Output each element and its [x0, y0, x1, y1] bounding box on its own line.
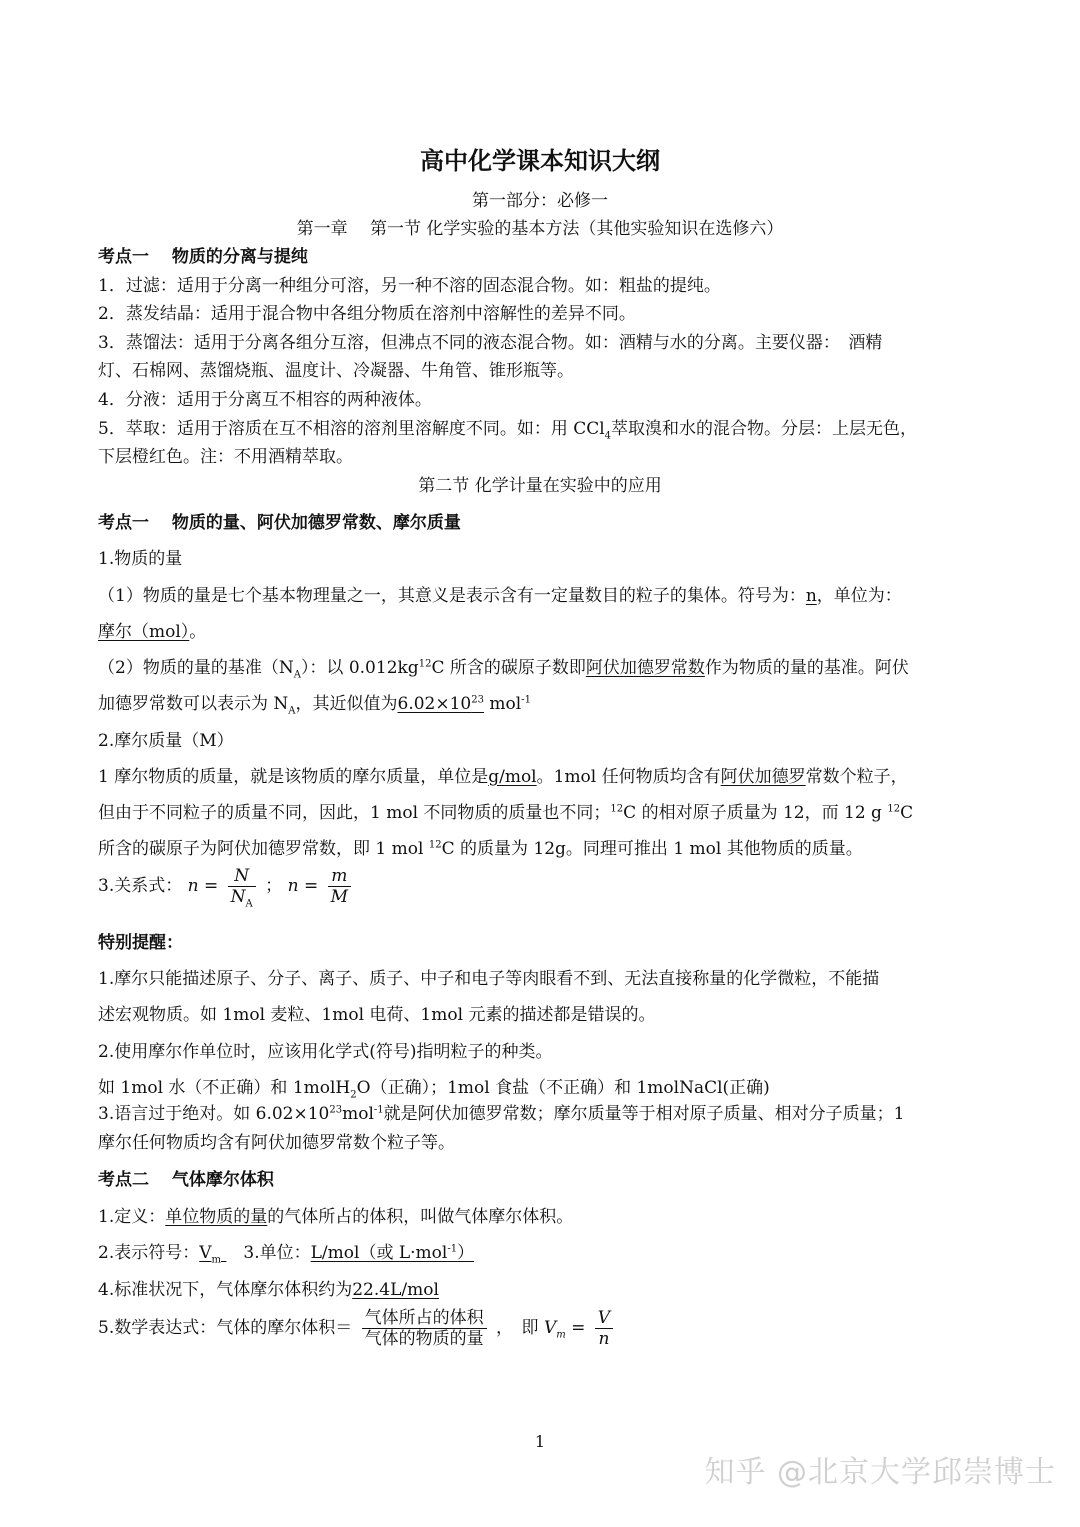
text-run: 作为物质的量的基准。阿伏	[704, 658, 909, 678]
paragraph-line	[98, 621, 984, 643]
fraction	[228, 866, 256, 910]
section-heading: 第二节 化学计量在实验中的应用	[418, 476, 662, 496]
text-run: 。1mol 任何物质均含有	[536, 767, 721, 787]
text-run: 如 1mol 水（不正确）和 1molH	[98, 1078, 351, 1098]
text-run: C	[900, 803, 914, 823]
superscript: 12	[887, 803, 901, 815]
text-run: mol	[342, 1104, 374, 1124]
underlined-answer: 单位物质的量	[165, 1207, 268, 1227]
subheading: 1.物质的量	[98, 549, 183, 569]
text-run: 加德罗常数可以表示为 N	[98, 694, 289, 714]
underlined-answer	[311, 1243, 474, 1263]
paragraph-line	[98, 802, 984, 824]
text-run: 。	[189, 622, 207, 642]
text-run: ， 即	[496, 1318, 539, 1338]
paragraph-line: 摩尔任何物质均含有阿伏加德罗常数个粒子等。	[98, 1133, 455, 1153]
topic-heading: 考点一 物质的量、阿伏加德罗常数、摩尔质量	[98, 513, 461, 533]
formula-var: N	[230, 887, 246, 907]
fraction-denominator: 气体的物质的量	[364, 1329, 484, 1349]
text-run: 6.02×10	[397, 694, 472, 714]
text-run: ，单位为：	[816, 586, 902, 606]
paragraph-line: 下层橙红色。注：不用酒精萃取。	[98, 447, 353, 467]
text-run: （1）物质的量是七个基本物理量之一，其意义是表示含有一定量数目的粒子的集体。符号为：	[98, 586, 806, 606]
text-run: 3.单位：	[226, 1243, 311, 1263]
superscript: -1	[373, 1104, 384, 1116]
text-run: 常数个粒子，	[805, 767, 908, 787]
text-run: 1.定义：	[98, 1207, 166, 1227]
text-run: 萃取溴和水的混合物。分层：上层无色，	[611, 419, 918, 439]
fraction-denominator: n	[598, 1329, 610, 1349]
paragraph-line: 2．蒸发结晶：适用于混合物中各组分物质在溶剂中溶解性的差异不同。	[98, 304, 636, 324]
text-run: L/mol（或 L·mol	[310, 1243, 448, 1263]
paragraph-line: 2.使用摩尔作单位时，应该用化学式(符号)指明粒子的种类。	[98, 1042, 553, 1062]
paragraph-line	[98, 838, 984, 860]
underlined-answer: 阿伏加德罗	[720, 767, 806, 787]
text-run: 5.数学表达式：气体的摩尔体积＝	[98, 1318, 353, 1338]
formula-operator: =	[303, 876, 319, 896]
underlined-answer: n	[805, 586, 817, 606]
formula-operator: =	[204, 876, 219, 896]
fraction-numerator: m	[328, 866, 351, 887]
underlined-answer: g/mol	[488, 767, 537, 787]
text-run: 3.关系式：	[98, 876, 183, 896]
fraction-denominator	[228, 887, 256, 910]
text-run: 2.表示符号：	[98, 1243, 200, 1263]
paragraph-line: 1.摩尔只能描述原子、分子、离子、质子、中子和电子等肉眼看不到、无法直接称量的化学微粒，不能描	[98, 969, 880, 989]
paragraph-line	[98, 418, 984, 440]
text-run: （2）物质的量的基准（N	[98, 658, 294, 678]
subheading: 2.摩尔质量（M）	[98, 731, 234, 751]
subscript: m	[211, 1254, 221, 1266]
fraction-numerator: 气体所占的体积	[362, 1308, 487, 1329]
text-run: ）：以 0.012kg	[300, 658, 419, 678]
text-run: 所含的碳原子为阿伏加德罗常数，即 1 mol	[98, 839, 429, 859]
subscript: 2	[350, 1089, 357, 1101]
text-run: ；	[265, 876, 283, 896]
chapter-heading: 第一章 第一节 化学实验的基本方法（其他实验知识在选修六）	[296, 219, 784, 239]
formula-operator: =	[571, 1318, 586, 1338]
fraction	[362, 1308, 487, 1349]
paragraph-line	[98, 693, 984, 715]
paragraph-line	[98, 1103, 984, 1125]
fraction-numerator: V	[595, 1308, 613, 1329]
text-run: C 的质量为 12g。同理可推出 1 mol 其他物质的质量。	[441, 839, 863, 859]
fraction-denominator: M	[330, 887, 349, 907]
paragraph-line: 1．过滤：适用于分离一种组分可溶，另一种不溶的固态混合物。如：粗盐的提纯。	[98, 276, 721, 296]
paragraph-line	[98, 1206, 984, 1228]
superscript: 23	[471, 694, 484, 706]
underlined-answer	[398, 694, 484, 714]
paragraph-line: 述宏观物质。如 1mol 麦粒、1mol 电荷、1mol 元素的描述都是错误的。	[98, 1005, 656, 1025]
page-number: 1	[534, 1432, 546, 1451]
underlined-answer	[199, 1243, 226, 1266]
text-run: V	[199, 1243, 212, 1263]
topic-heading: 考点一 物质的分离与提纯	[98, 247, 308, 267]
underlined-answer: 22.4L/mol	[352, 1280, 439, 1300]
text-run: ）	[457, 1243, 475, 1263]
paragraph-line	[98, 1279, 984, 1301]
text-run: 3.语言过于绝对。如 6.02×10	[98, 1104, 330, 1124]
text-run: 就是阿伏加德罗常数；摩尔质量等于相对原子质量、相对分子质量；1	[383, 1104, 905, 1124]
text-run: C 的相对原子质量为 12，而 12 g	[623, 803, 888, 823]
paragraph-line	[98, 657, 984, 679]
reminder-heading: 特别提醒：	[98, 933, 183, 953]
text-run: 但由于不同粒子的质量不同，因此，1 mol 不同物质的质量也不同；	[98, 803, 611, 823]
formula-var: n	[187, 876, 199, 896]
formula-line	[98, 1305, 984, 1351]
subscript: A	[293, 669, 301, 681]
subscript: A	[245, 898, 253, 910]
formula-var: V	[543, 1318, 557, 1338]
paragraph-line: 3．蒸馏法：适用于分离各组分互溶，但沸点不同的液态混合物。如：酒精与水的分离。主要仪器： 酒精	[98, 333, 883, 353]
text-run: O（正确）；1mol 食盐（不正确）和 1molNaCl(正确)	[356, 1078, 770, 1098]
text-run: 5．萃取：适用于溶质在互不相溶的溶剂里溶解度不同。如：用 CCl	[98, 419, 605, 439]
subscript: A	[288, 705, 296, 717]
subscript: m	[556, 1329, 566, 1341]
text-run: C 所含的碳原子数即	[431, 658, 586, 678]
superscript: 12	[610, 803, 624, 815]
fraction	[328, 866, 351, 907]
text-run: ，其近似值为	[295, 694, 398, 714]
underlined-answer: 摩尔（mol）	[98, 622, 190, 642]
paragraph-line: 4．分液：适用于分离互不相容的两种液体。	[98, 390, 432, 410]
text-run: 4.标准状况下，气体摩尔体积约为	[98, 1280, 353, 1300]
superscript: 23	[329, 1104, 343, 1116]
formula-var: n	[287, 876, 299, 896]
paragraph-line	[98, 585, 984, 607]
formula-line	[98, 864, 984, 908]
document-title: 高中化学课本知识大纲	[420, 147, 660, 175]
paragraph-line	[98, 1242, 984, 1264]
fraction-numerator: N	[228, 866, 256, 887]
superscript: -1	[521, 694, 531, 706]
superscript: 12	[428, 839, 442, 851]
text-run: 的气体所占的体积，叫做气体摩尔体积。	[267, 1207, 574, 1227]
paragraph-line	[98, 766, 984, 788]
part-heading: 第一部分：必修一	[472, 191, 608, 211]
paragraph-line	[98, 1077, 984, 1099]
text-run: mol	[483, 694, 522, 714]
topic-heading: 考点二 气体摩尔体积	[98, 1170, 274, 1190]
paragraph-line: 灯、石棉网、蒸馏烧瓶、温度计、冷凝器、牛角管、锥形瓶等。	[98, 361, 574, 381]
text-run: 1 摩尔物质的质量，就是该物质的摩尔质量，单位是	[98, 767, 489, 787]
watermark: 知乎 @北京大学邱崇博士	[704, 1455, 1056, 1490]
superscript: 12	[418, 658, 432, 670]
superscript: -1	[447, 1243, 458, 1255]
subscript: 4	[604, 430, 612, 442]
fraction	[595, 1308, 613, 1349]
underlined-answer: 阿伏加德罗常数	[585, 658, 705, 678]
